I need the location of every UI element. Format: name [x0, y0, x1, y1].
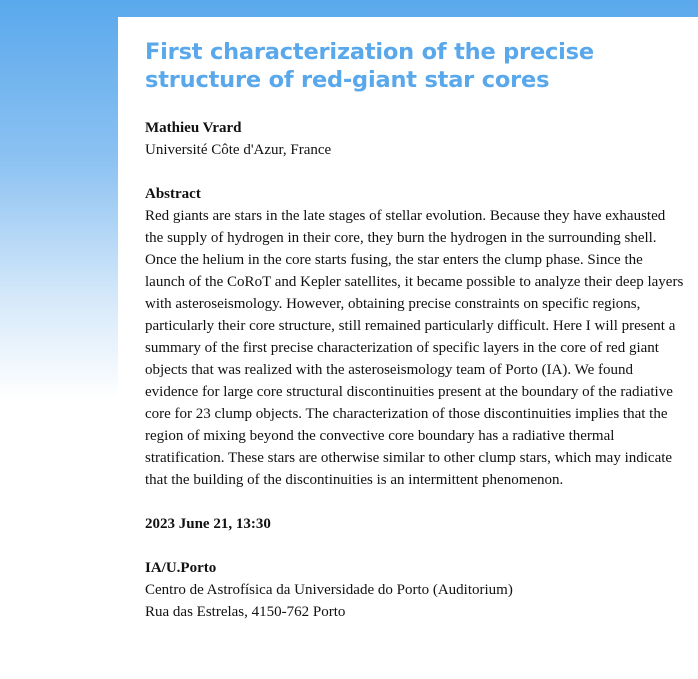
- author-affiliation: Université Côte d'Azur, France: [145, 142, 332, 158]
- venue-room: Centro de Astrofísica da Universidade do Porto (Auditorium): [145, 582, 513, 598]
- abstract-section: [145, 183, 685, 491]
- page-title: First characterization of the precise structure of red-giant star cores: [145, 39, 594, 93]
- event-datetime: 2023 June 21, 13:30: [145, 516, 271, 532]
- date-section: [145, 513, 685, 535]
- author-section: [145, 117, 685, 161]
- author-name: Mathieu Vrard: [145, 120, 242, 136]
- venue-section: [145, 557, 685, 623]
- seminar-announcement: [145, 38, 685, 623]
- venue-institution: IA/U.Porto: [145, 560, 217, 576]
- venue-address: Rua das Estrelas, 4150-762 Porto: [145, 604, 346, 620]
- abstract-heading: Abstract: [145, 186, 201, 202]
- abstract-text: Red giants are stars in the late stages of stellar evolution. Because they have exhausted the supply of hydrogen in their core, they burn the hydrogen in the surrounding shell. Once the helium in the core starts fusing, the star enters the clump phase. Since the launch of the CoRoT and Kepler satellites, it became possible to analyze their deep layers with asteroseismology. However, obtaining precise constraints on specific regions, particularly their core structure, still remained particularly difficult. Here I will present a summary of the first precise characterization of specific layers in the core of red giant objects that was realized with the asteroseismology team of Porto (IA). We found evidence for large core structural discontinuities present at the boundary of the radiative core for 23 clump objects. The characterization of those discontinuities implies that the region of mixing beyond the convective core boundary has a radiative thermal stratification. These stars are otherwise similar to other clump stars, which may indicate that the building of the discontinuities is an intermittent phenomenon.: [145, 208, 684, 488]
